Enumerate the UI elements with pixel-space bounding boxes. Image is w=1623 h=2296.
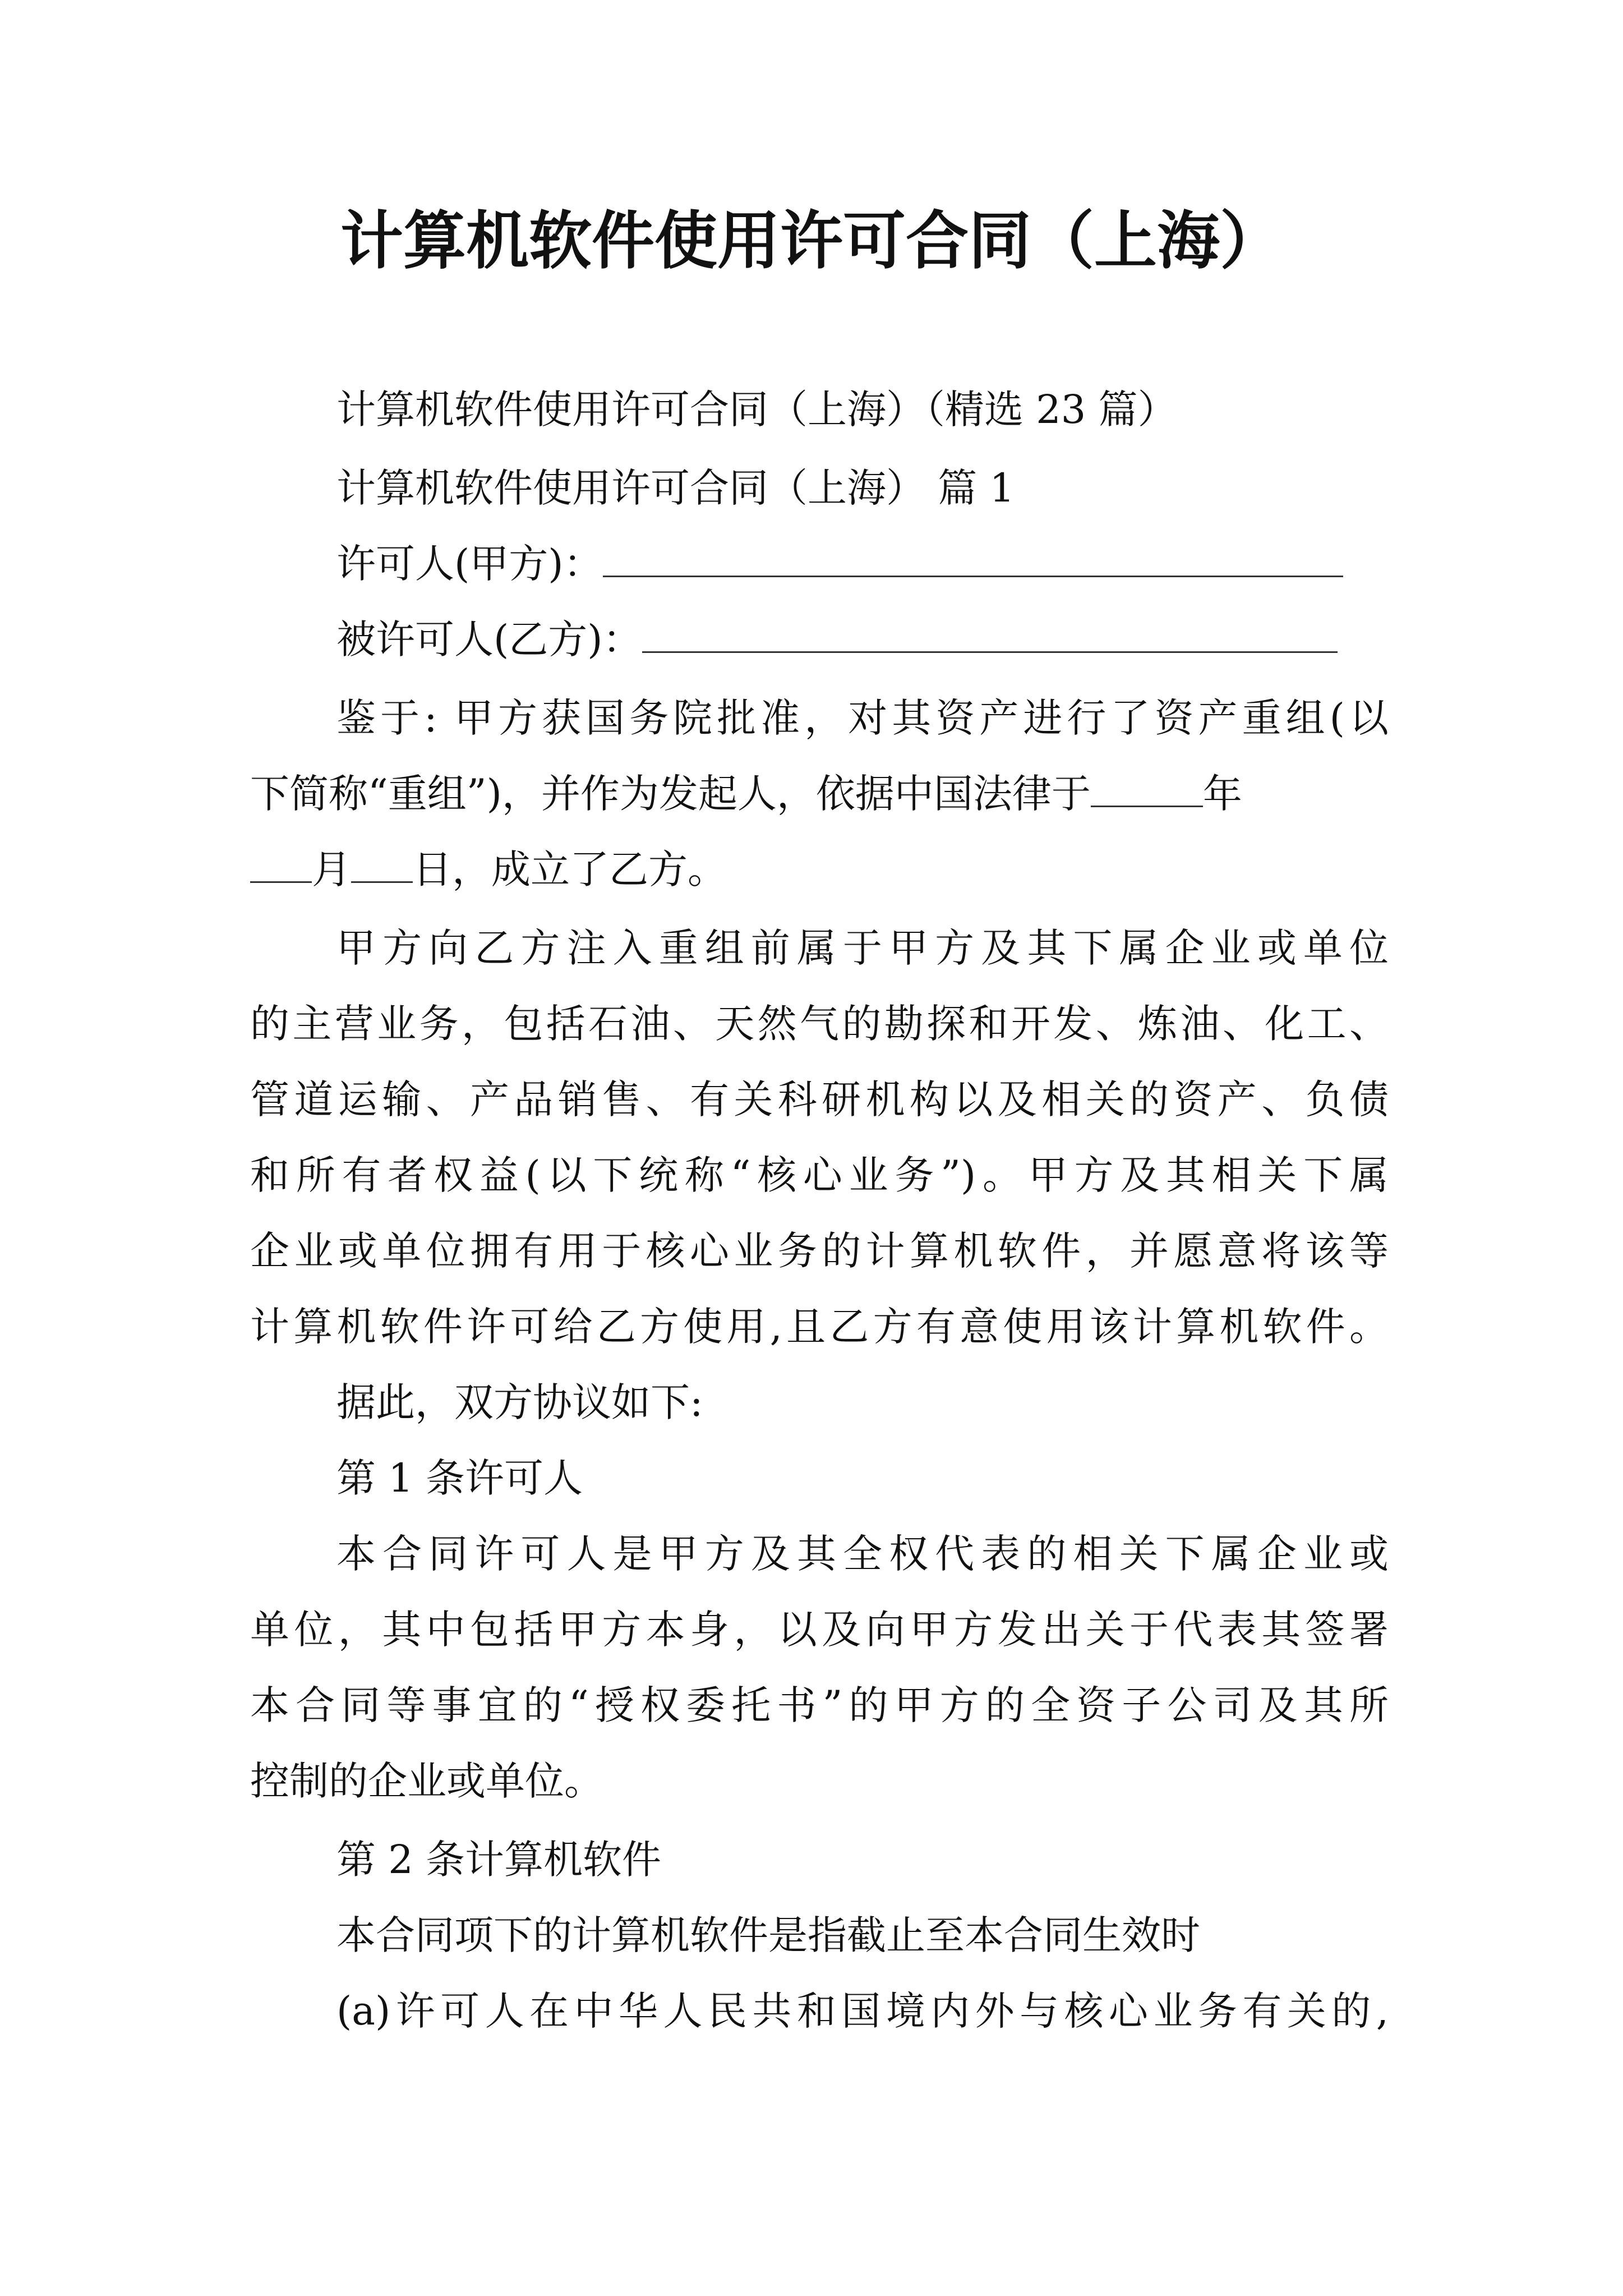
document-title: 计算机软件使用许可合同（上海） [340, 205, 1283, 278]
para2-line: 和所有者权益(以下统称“核心业务”)。甲方及其相关下属 [250, 1152, 1389, 1198]
licensor-line [336, 536, 1389, 592]
agreement-line: 据此，双方协议如下: [336, 1379, 703, 1425]
whereas-text-2: 下简称“重组”)，并作为发起人，依据中国法律于 [250, 771, 1091, 817]
day-blank[interactable] [351, 842, 413, 883]
month-label: 月 [312, 846, 351, 892]
article2-item-a: (a)许可人在中华人民共和国境内外与核心业务有关的, [336, 1988, 1389, 2034]
licensor-blank[interactable] [603, 536, 1343, 577]
article1-heading: 第 1 条许可人 [336, 1455, 583, 1501]
whereas-line-3 [250, 841, 1389, 898]
year-blank[interactable] [1091, 766, 1203, 807]
article2-intro: 本合同项下的计算机软件是指截止至本合同生效时 [336, 1912, 1200, 1958]
article1-line: 本合同许可人是甲方及其全权代表的相关下属企业或 [336, 1531, 1389, 1577]
section-heading: 计算机软件使用许可合同（上海） 篇 1 [336, 465, 1015, 511]
year-label: 年 [1202, 771, 1242, 817]
whereas-line-1: 鉴于: 甲方获国务院批准，对其资产进行了资产重组(以 [336, 695, 1389, 741]
licensee-line [336, 611, 1389, 668]
para2-line: 计算机软件许可给乙方使用,且乙方有意使用该计算机软件。 [250, 1304, 1389, 1350]
licensee-label: 被许可人(乙方)： [336, 616, 642, 662]
para2-line: 管道运输、产品销售、有关科研机构以及相关的资产、负债 [250, 1076, 1389, 1122]
article2-heading: 第 2 条计算机软件 [336, 1837, 662, 1883]
para2-line: 的主营业务，包括石油、天然气的勘探和开发、炼油、化工、 [250, 1001, 1389, 1047]
licensee-blank[interactable] [642, 612, 1338, 653]
document-subtitle: 计算机软件使用许可合同（上海）（精选 23 篇） [336, 386, 1177, 432]
whereas-line-2 [250, 766, 1389, 822]
article1-line: 单位，其中包括甲方本身，以及向甲方发出关于代表其签署 [250, 1607, 1389, 1653]
article1-line: 控制的企业或单位。 [250, 1758, 603, 1804]
licensor-label: 许可人(甲方)： [336, 541, 603, 587]
day-label: 日，成立了乙方。 [413, 846, 727, 892]
month-blank[interactable] [250, 842, 312, 883]
article1-line: 本合同等事宜的“授权委托书”的甲方的全资子公司及其所 [250, 1682, 1389, 1728]
para2-line: 甲方向乙方注入重组前属于甲方及其下属企业或单位 [336, 925, 1389, 971]
para2-line: 企业或单位拥有用于核心业务的计算机软件，并愿意将该等 [250, 1228, 1389, 1274]
